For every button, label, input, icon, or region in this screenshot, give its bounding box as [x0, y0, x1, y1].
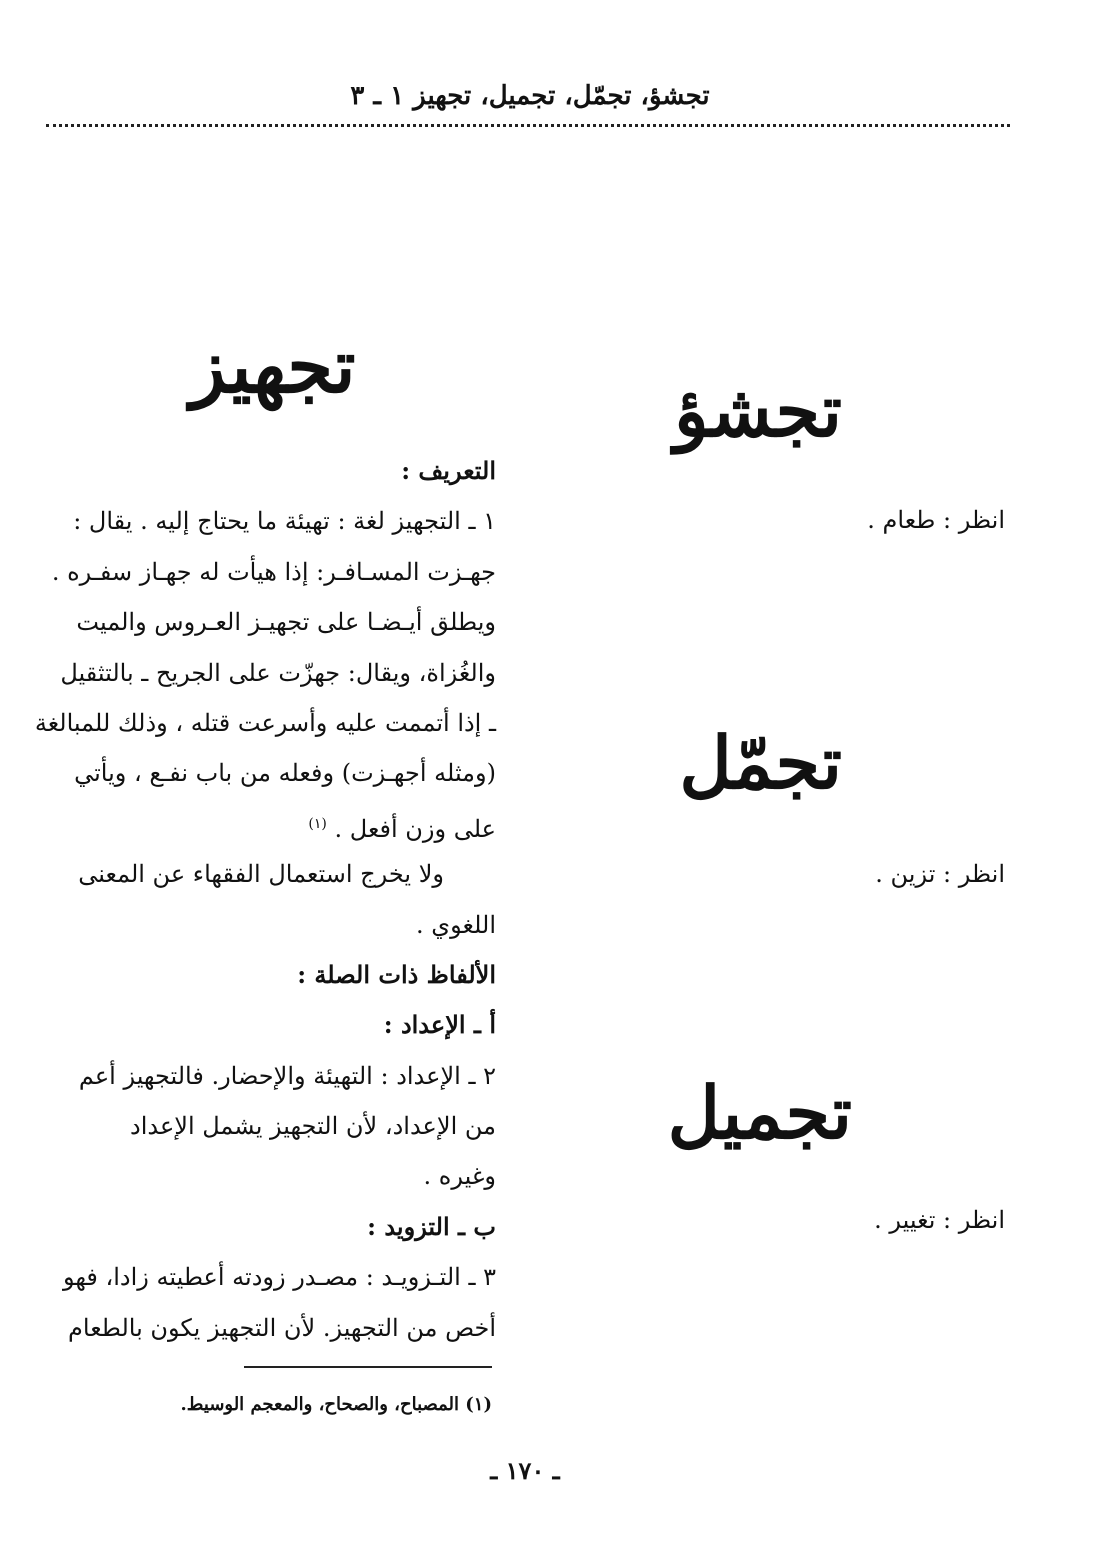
body-line: ويطلق أيـضـا على تجهيـز العـروس والميت — [76, 608, 496, 637]
footnote-marker: (١) — [308, 815, 327, 832]
body-line: (ومثله أجهـزت) وفعله من باب نفـع ، ويأتي — [74, 759, 496, 788]
body-line: ـ إذا أتممت عليه وأسرعت قتله ، وذلك للمبالغة — [34, 708, 496, 737]
body-line: والغُزاة، ويقال: جهزّت على الجريح ـ بالتثقيل — [60, 658, 496, 687]
entry-title-tajashshu: تجشؤ — [674, 368, 842, 453]
entry-title-tajammul: تجمّل — [679, 720, 842, 805]
body-line: من الإعداد، لأن التجهيز يشمل الإعداد — [130, 1112, 496, 1141]
footnote-rule — [244, 1366, 492, 1368]
body-line: ولا يخرج استعمال الفقهاء عن المعنى — [78, 860, 444, 889]
related-terms-heading: الألفاظ ذات الصلة : — [297, 959, 496, 989]
definition-heading: التعريف : — [401, 456, 496, 485]
body-line: أخص من التجهيز. لأن التجهيز يكون بالطعام — [68, 1313, 496, 1342]
body-line-text: على وزن أفعل . — [334, 814, 496, 843]
see-reference-tajammul: انظر : تزين . — [875, 860, 1005, 888]
see-reference-tajmil: انظر : تغيير . — [874, 1206, 1005, 1234]
see-reference-tajashshu: انظر : طعام . — [867, 506, 1005, 534]
entry-title-tajmil: تجميل — [667, 1070, 852, 1155]
body-line: جهـزت المسـافـر: إذا هيأت له جهـاز سفـره . — [51, 557, 496, 586]
subheading-tazwid: ب ـ التزويد : — [367, 1211, 496, 1241]
main-entry-title: تجهيز — [190, 324, 356, 410]
body-line: اللغوي . — [416, 910, 496, 939]
body-line: ١ ـ التجهيز لغة : تهيئة ما يحتاج إليه . يقال : — [73, 507, 496, 536]
footnote: (١) المصباح، والصحاح، والمعجم الوسيط. — [180, 1394, 492, 1415]
body-line — [38, 799, 496, 849]
running-head: تجشؤ، تجمّل، تجميل، تجهيز ١ ـ ٣ — [350, 81, 710, 111]
body-line: ٣ ـ التـزويـد : مصـدر زودته أعطيته زادا، فهو — [62, 1263, 496, 1292]
main-entry-body — [34, 446, 496, 1353]
body-line: ٢ ـ الإعداد : التهيئة والإحضار. فالتجهيز أعم — [78, 1061, 496, 1090]
page-number: ـ ١٧٠ ـ — [490, 1456, 560, 1485]
subheading-idad: أ ـ الإعداد : — [383, 1010, 496, 1040]
body-line: وغيره . — [423, 1162, 496, 1191]
cross-reference-column — [620, 0, 1100, 1400]
